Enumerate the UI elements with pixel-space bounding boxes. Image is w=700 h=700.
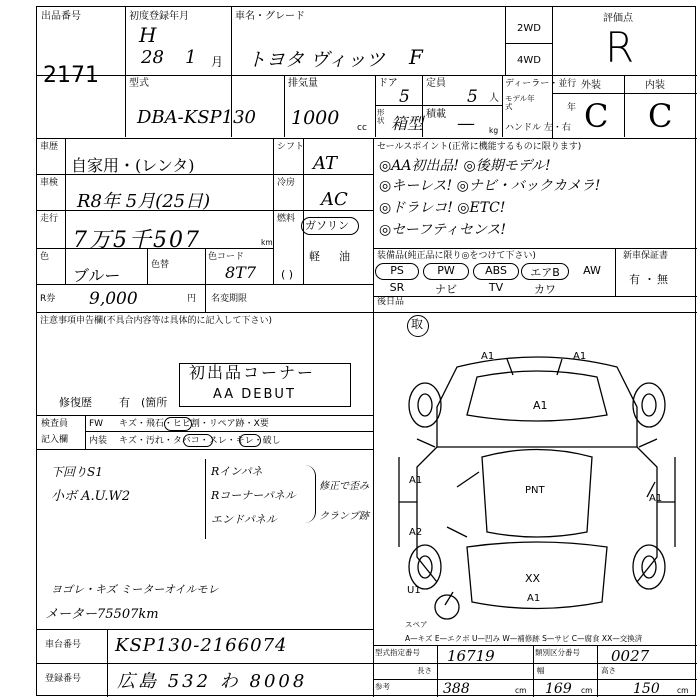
shift-label: シフト <box>277 142 305 152</box>
length-unit: cm <box>515 686 527 695</box>
registration-number: 広島 532 わ 8008 <box>117 671 308 692</box>
rear-label: 後日品 <box>377 297 405 307</box>
interior-grade: C <box>648 97 673 135</box>
capacity-label: 定員 <box>426 78 446 89</box>
reg-year: 28 <box>141 47 164 68</box>
new-warranty-label: 新車保証書 <box>623 251 669 261</box>
inspection-label: 車検 <box>40 178 59 188</box>
drive-4wd: 4WD <box>517 55 541 66</box>
sales-point-line-1: ◎AA初出品! ◎後期モデル! <box>379 158 551 174</box>
equip-airbag: エアB <box>530 266 560 279</box>
warranty-no: 無 <box>657 273 668 286</box>
color-change-label: 色替 <box>151 260 170 270</box>
fw-label: FW <box>89 419 104 429</box>
debut-stamp-en: AA DEBUT <box>213 387 296 402</box>
sales-point-line-3: ◎ドラレコ! ◎ETC! <box>379 200 506 216</box>
warranty-yes: 有 <box>629 273 640 286</box>
mark-rear-replaced: XX <box>525 572 541 585</box>
length: 388 <box>443 681 470 697</box>
interior-label: 内装 <box>645 80 665 91</box>
car-name-label: 車名・グレード <box>235 11 305 22</box>
scuff-circle <box>239 434 261 447</box>
equip-pw: PW <box>437 264 455 277</box>
yen-unit: 円 <box>187 294 197 304</box>
era: H <box>139 23 157 47</box>
capacity-unit: 人 <box>489 93 499 104</box>
inspector-label: 検査員 <box>41 419 69 429</box>
model-year-label: モデル年式 <box>505 94 535 111</box>
remark-clamp: クランプ跡 <box>319 511 369 522</box>
sales-points-label: セールスポイント(正常に機能するものに限ります) <box>377 142 582 152</box>
remark-end-panel: エンドパネル <box>211 513 277 526</box>
load-label: 積載 <box>426 109 446 120</box>
mark-left-rear: A2 <box>409 527 423 538</box>
remark-dirt-scratch: ヨゴレ・キズ ミーターオイルモレ <box>51 583 219 596</box>
stain-circle <box>183 434 213 447</box>
fuel-oil: 油 <box>339 250 350 263</box>
inspection: R8年 5月(25日) <box>77 191 211 212</box>
fuel-light: 軽 <box>309 250 320 263</box>
score: R <box>605 23 635 72</box>
fuel-label: 燃料 <box>277 214 296 224</box>
cc-unit: cc <box>357 123 367 133</box>
remark-brace <box>305 465 316 523</box>
mark-spare: U1 <box>407 585 421 596</box>
interior-items-label: 内装 <box>89 436 108 446</box>
remark-r-corner: Rコーナーパネル <box>211 489 296 502</box>
mark-hood: A1 <box>533 399 548 412</box>
remark-meter: メーター75507km <box>45 607 159 622</box>
fuel-paren: ( ) <box>281 268 294 281</box>
ac: AC <box>321 189 348 210</box>
sales-point-line-2: ◎キーレス! ◎ナビ・バックカメラ! <box>379 178 601 194</box>
exterior-label: 外装 <box>581 80 601 91</box>
handle-label: ハンドル 左・右 <box>505 123 571 133</box>
km-unit: km <box>261 238 273 247</box>
remark-underbody: 下回りS1 <box>51 465 103 479</box>
mark-right-side: A1 <box>649 493 663 504</box>
color-code: 8T7 <box>225 263 257 282</box>
doors-label: ドア <box>378 78 398 89</box>
equip-sr: SR <box>389 281 405 294</box>
mark-rear: A1 <box>527 593 541 604</box>
equip-ps: PS <box>390 264 404 277</box>
equip-tv: TV <box>488 281 504 294</box>
shape-label: 形状 <box>377 108 385 125</box>
doors: 5 <box>399 87 410 107</box>
spare-label: スペア <box>405 620 428 629</box>
equip-navi: ナビ <box>435 283 457 296</box>
remark-small-bumper: 小ボ A.U.W2 <box>51 489 131 504</box>
chassis-label: 車台番号 <box>45 640 82 650</box>
first-registration-label: 初度登録年月 <box>129 11 189 22</box>
model: DBA-KSP130 <box>137 107 256 128</box>
mark-roof-paint: PNT <box>525 485 545 496</box>
score-label: 評価点 <box>603 13 633 24</box>
height-unit: cm <box>677 686 689 695</box>
auction-sheet <box>36 6 696 696</box>
width: 169 <box>545 681 572 697</box>
width-unit: cm <box>581 686 593 695</box>
fw-items: キズ・飛石・ヒビ割・リペア跡・X要 <box>119 419 269 429</box>
grade: F <box>409 45 423 69</box>
recycle-label: R券 <box>40 294 56 304</box>
drive-2wd: 2WD <box>517 23 541 34</box>
mark-front-right: A1 <box>573 351 587 362</box>
history-label: 車歴 <box>40 142 59 152</box>
interior-items: キズ・汚れ・タバコ・スレ・キレ・破し <box>119 436 281 446</box>
notes-label: 注意事項申告欄(不具合内容等は具体的に記入して下さい) <box>40 316 273 326</box>
ac-label: 冷房 <box>277 178 296 188</box>
equip-aw: AW <box>583 264 601 277</box>
damage-legend: A—キズ E—エクボ U—凹み W—補修跡 S—サビ C—腐食 XX—交換済 <box>405 634 643 643</box>
load: — <box>457 113 475 134</box>
mark-front-left: A1 <box>481 351 495 362</box>
repair-history-value: 有 <box>119 396 130 409</box>
reg-month: 1 <box>185 47 197 68</box>
exterior-grade: C <box>584 97 609 135</box>
model-designation-label: 型式指定番号 <box>375 648 420 657</box>
fuel-gasoline: ガソリン <box>305 219 349 232</box>
repair-history-label: 修復歴 <box>59 396 92 409</box>
remark-correction: 修正で歪み <box>319 481 369 492</box>
width-label: 幅 <box>537 666 545 675</box>
kg-unit: kg <box>489 126 499 135</box>
repair-history-paren: (箇所 <box>141 396 168 409</box>
equip-leather: カワ <box>534 283 556 296</box>
height: 150 <box>633 681 660 697</box>
debut-stamp-jp: 初出品コーナー <box>189 363 316 382</box>
rear-stamp: 取 <box>411 317 424 331</box>
equipment-label: 装備品(純正品に限り◎をつけて下さい) <box>377 251 536 261</box>
capacity: 5 <box>467 87 478 107</box>
sales-point-line-4: ◎セーフティセンス! <box>379 222 507 238</box>
class-number: 0027 <box>611 647 650 665</box>
lot-number: 2171 <box>43 63 99 88</box>
mileage: 7万5千507 <box>73 228 201 253</box>
month-unit: 月 <box>211 55 224 69</box>
model-designation-number: 16719 <box>447 647 495 665</box>
remark-r-panel: Rインパネ <box>211 465 263 478</box>
entry-label: 記入欄 <box>41 435 69 445</box>
mileage-label: 走行 <box>40 214 59 224</box>
warranty-sep: ・ <box>644 273 655 286</box>
reference-label: 参考 <box>375 682 390 691</box>
chassis-number: KSP130-2166074 <box>115 635 288 656</box>
shift: AT <box>313 153 338 174</box>
color-label: 色 <box>40 252 50 262</box>
car-name: トヨタ ヴィッツ <box>247 49 385 71</box>
class-label: 類別区分番号 <box>535 648 580 657</box>
history: 自家用・(レンタ) <box>71 156 195 175</box>
length-label: 長さ <box>417 666 432 675</box>
name-change-label: 名変期限 <box>211 294 248 304</box>
color-code-label: 色コード <box>208 252 245 262</box>
registration-label: 登録番号 <box>45 674 82 684</box>
equip-abs: ABS <box>485 264 507 277</box>
recycle-fee: 9,000 <box>89 289 138 309</box>
model-label: 型式 <box>129 78 149 89</box>
displacement: 1000 <box>291 107 340 129</box>
lot-number-label: 出品番号 <box>41 11 81 22</box>
displacement-label: 排気量 <box>288 78 318 89</box>
color: ブルー <box>73 266 121 285</box>
mark-left-door: A1 <box>409 475 423 486</box>
year-unit: 年 <box>567 103 577 113</box>
stone-chip-circle <box>164 417 192 431</box>
shape: 箱型 <box>391 114 424 133</box>
height-label: 高さ <box>601 666 616 675</box>
dealer-label: ディーラー・並行 <box>505 79 577 89</box>
